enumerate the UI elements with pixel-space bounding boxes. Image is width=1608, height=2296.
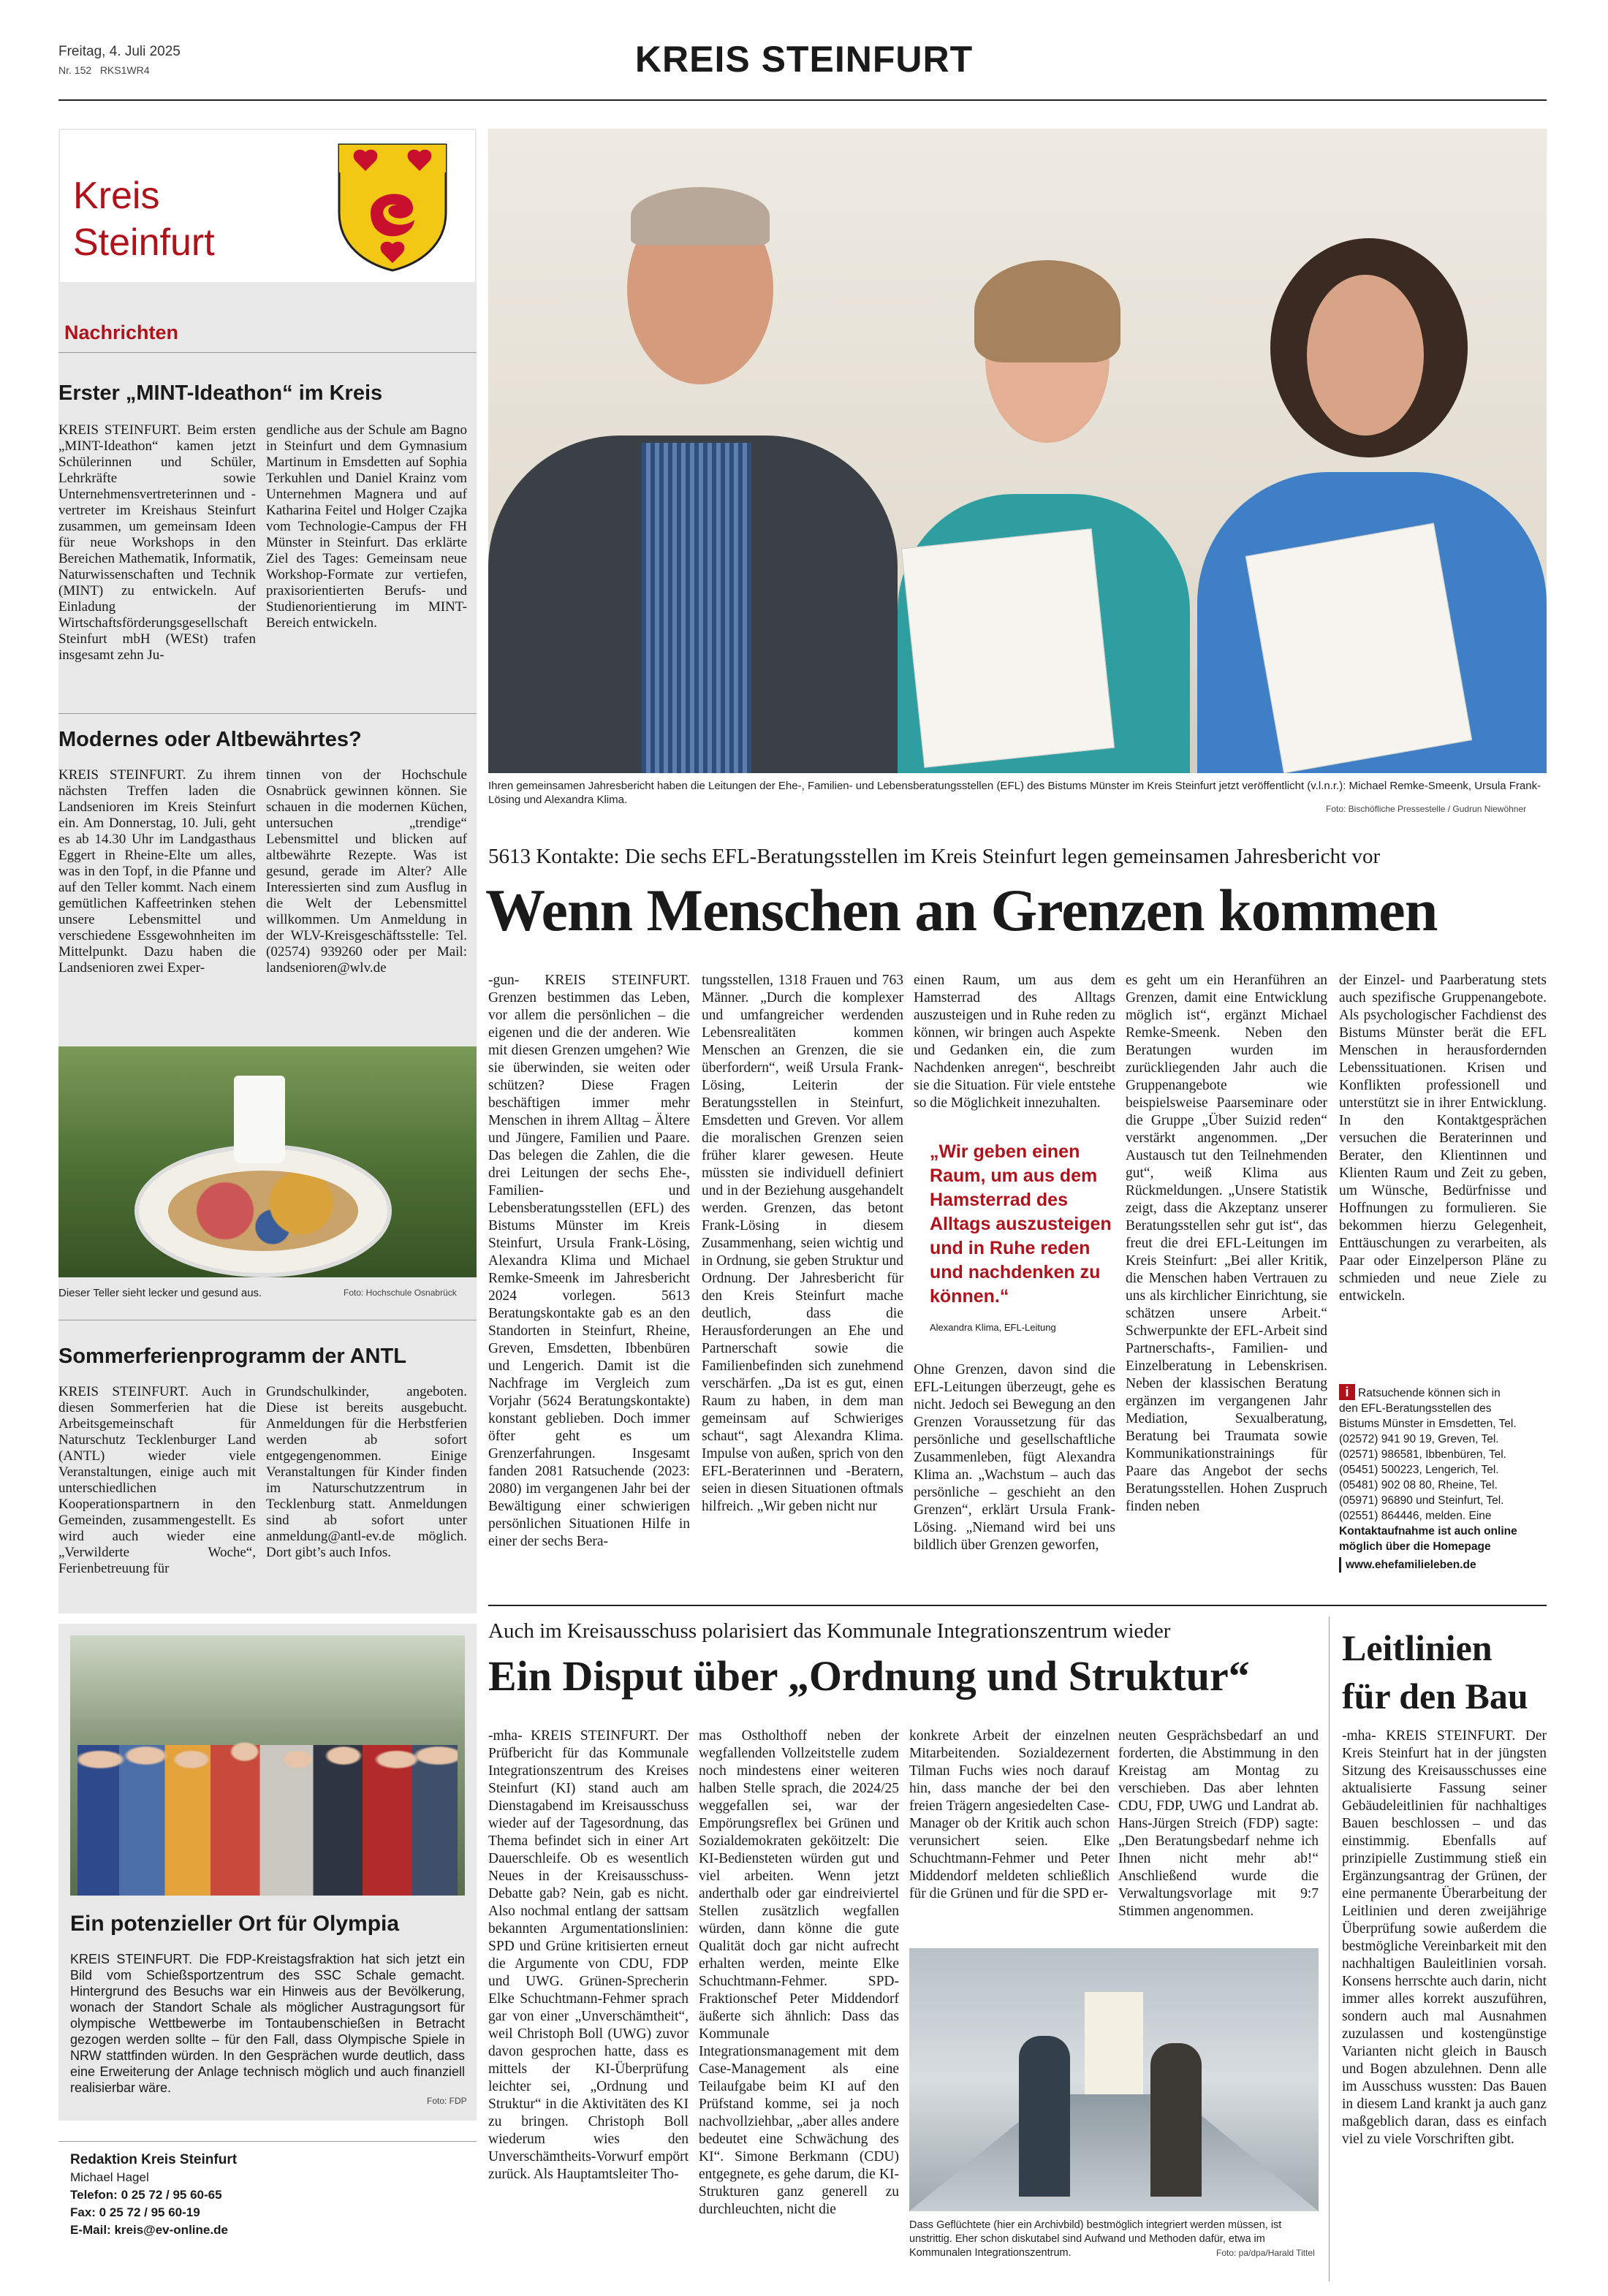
photo-corridor-floor [909, 2094, 1319, 2211]
info-box [1339, 1384, 1547, 1596]
info-line-4: (02571) 986581, Ibbenbüren, Tel. [1339, 1448, 1506, 1461]
column-divider [1329, 1616, 1330, 2281]
main-col5-text: der Einzel- und Paarberatung stets auch spezifische Gruppenangebote. Als psychologischer Fachdienst des Bistums Münster berät die EFL Menschen in herausfordernden Lebenssituationen. Krisen und Konflikten professionell und unterstützt sie in ihrer Entwicklung. In den Kontaktgesprächen versuchen die Beraterinnen und Berater, den Klientinnen und Klienten Raum und Zeit zu geben, um Wünsche, Bedürfnisse und Hoffnungen zu formulieren. Sie bekommen hierzu Gelegenheit, Enttäuschungen zu verarbeiten, als Paar oder Einzelperson Pläne zu schmieden und neue Ziele zu entwickeln. [1339, 973, 1547, 1304]
photo-corridor-light [1085, 1992, 1143, 2094]
imprint [70, 2151, 237, 2239]
sidebar-title-line1: Kreis [73, 175, 160, 217]
issue-code: RKS1WR4 [99, 64, 150, 76]
second-col1-text: -mha- KREIS STEINFURT. Der Prüfbericht für das Kommunale Integrationszentrum des Kreises Steinfurt (KI) stand auch am Dienstagabend im Kreisausschuss wieder auf der Tagesordnung, das Thema befindet sich in einer Art Dauerschleife. Ob es wesentlich Neues in der Kreisausschuss-Debatte gab? Nein, gab es nicht. Also nochmal entlang der sattsam bekannten Argumentationslinien: SPD und Grüne kritisierten erneut die Argumente von CDU, FDP und UWG. Grünen-Sprecherin Elke Schuchtmann-Fehmer sprach gar von einer „Unverschämtheit“, weil Christoph Boll (UWG) zuvor davon gesprochen hatte, dass es mittels der KI-Überprüfung leichter sei, „Ordnung und Struktur“ in die Aktivitäten des KI zu bringen. Christoph Boll wiederum wies den Unverschämtheits-Vorwurf empört zurück. Als Hauptamtsleiter Tho- [488, 1728, 689, 2182]
item2-col1-text: KREIS STEINFURT. Zu ihrem nächsten Treffen laden die Landsenioren im Kreis Steinfurt ein. Am Donnerstag, 10. Juli, geht es ab 14.30 Uhr im Landgasthaus Eggert in Rheine-Elte um alles, was in den Topf, in die Pfanne und auf den Teller kommt. Nach einem gemütlichen Kaffeetrinken stehen unsere Lebensmittel und verschiedene Essgewohnheiten im Mittelpunkt. Dazu haben die Landsenioren zwei Exper- [58, 767, 256, 976]
second-col1 [488, 1727, 689, 2183]
main-col3a-text: einen Raum, um aus dem Hamsterrad des Alltags auszusteigen und in Ruhe reden zu können, wir bringen auch Aspekte und Gedanken ein, die zum Nachdenken anregen“, beschreibt sie die Situation. Für viele entstehe so die Möglichkeit innezuhalten. [914, 973, 1115, 1111]
info-line-10: möglich über die Homepage [1339, 1540, 1491, 1553]
item2-headline: Modernes oder Altbewährtes? [58, 728, 362, 751]
item4-text: KREIS STEINFURT. Die FDP-Kreistagsfraktion hat sich jetzt ein Bild vom Schießsportzentrum des SSC Schale gemacht. Hintergrund des Besuchs war ein Hinweis aus der Bevölkerung, wonach der Standort Schale als möglicher Austragungsort für olympische Wettbewerbe im Tontaubenschießen in Betracht gezogen werden sollte – für den Fall, dass Olympische Spiele in NRW stattfinden würden. In den Gesprächen wurde deutlich, dass eine Erweiterung der Anlage technisch möglich und auch finanziell realisierbar wäre. [70, 1952, 465, 2095]
item1-col1 [58, 422, 256, 664]
corridor-photo [909, 1948, 1319, 2211]
info-line-1: den EFL-Beratungsstellen des [1339, 1402, 1492, 1415]
second-col2 [699, 1727, 899, 2219]
main-photo-caption: Ihren gemeinsamen Jahresbericht haben die Leitungen der Ehe-, Familien- und Lebensberatungsstellen (EFL) des Bistums Münster im Kreis Steinfurt jetzt veröffentlicht (v.l.n.r.): Michael Remke-Smeenk, Ursula Frank-Lösing und Alexandra Klima. [488, 780, 1541, 806]
main-photo-credit: Foto: Bischöfliche Pressestelle / Gudrun Niewöhner [1326, 804, 1527, 814]
main-headline: Wenn Menschen an Grenzen kommen [485, 877, 1438, 943]
info-line-6: (05481) 902 08 80, Rheine, Tel. [1339, 1479, 1498, 1491]
food-plate-photo [58, 1046, 477, 1277]
second-photo-caption: Dass Geflüchtete (hier ein Archivbild) bestmöglich integriert werden müssen, ist unstrittig. Eher schon diskutabel sind Aufwand und Methoden dafür, etwa im Kommunalen Integrationszentrum. [909, 2219, 1282, 2259]
main-col2-text: tungsstellen, 1318 Frauen und 763 Männer. „Durch die komplexer und umfangreicher werdenden Lebensrealitäten kommen Menschen an Grenzen, die sie überfordern“, weiß Ursula Frank-Lösing, Leiterin der Beratungsstellen in Steinfurt, Emsdetten und Greven. Vor allem die moralischen Grenzen seien früher klarer gewesen. Heute müssten sie individuell definiert und in der Beziehung ausgehandelt werden. Grenzen, das betont Frank-Lösing in diesem Zusammenhang, seien wichtig und in Ordnung, sie geben Struktur und Ordnung. Der Jahresbericht für den Kreis Steinfurt mache deutlich, dass die Herausforderungen an Ehe und Partnerschaft sowie die Familienbefinden sich zunehmend verschärfen. „Da ist es gut, einen Raum zu haben, in dem man gemeinsam auf Schwieriges schaut“, sagt Alexandra Klima. Impulse von außen, sprich von den EFL-Beraterinnen und -Beratern, seien in diesen Situationen oftmals hilfreich. „Wir geben nicht nur [702, 973, 903, 1514]
main-col4 [1126, 972, 1327, 1516]
second-kicker: Auch im Kreisausschuss polarisiert das Kommunale Integrationszentrum wieder [488, 1619, 1171, 1643]
info-line-5: (05451) 500223, Lengerich, Tel. [1339, 1464, 1499, 1476]
sidebar-title [73, 172, 215, 266]
news-label-rule [58, 352, 477, 353]
item1-headline: Erster „MINT-Ideathon“ im Kreis [58, 381, 383, 405]
item1-col2-text: gendliche aus der Schule am Bagno in Steinfurt und dem Gymnasium Martinum in Emsdetten auf Sophia Terkuhlen und Daniel Krainz vom Unternehmen Magnera und auf Katharina Feitel und Holger Czajka vom Technologie-Campus der FH Münster in Steinfurt. Das erklärte Ziel des Tages: Gemeinsam neue Workshop-Formate zur vertiefen, praxisorientierten Berufs- und Studienorientierung im MINT-Bereich entwickeln. [266, 422, 467, 631]
item2-col2 [266, 767, 467, 976]
imprint-fax: Fax: 0 25 72 / 95 60-19 [70, 2205, 200, 2219]
item3-col1-text: KREIS STEINFURT. Auch in diesen Sommerferien hat die Arbeitsgemeinschaft für Naturschutz Tecklenburger Land (ANTL) wieder viele Veranstaltungen, einige auch mit unterschiedlichen Kooperationspartnern in den Gemeinden, zusammengestellt. Es wird auch wieder eine „Verwilderte Woche“, Ferienbetreuung für [58, 1384, 256, 1576]
item1-col1-text: KREIS STEINFURT. Beim ersten „MINT-Ideathon“ kamen jetzt Schülerinnen und Schüler, Lehrkräfte sowie Unternehmensvertreterinnen und -vertreter im Kreishaus Steinfurt zusammen, um gemeinsam Ideen für neue Workshops in den Bereichen Mathematik, Informatik, Naturwissenschaften und Technik (MINT) zu entwickeln. Auf Einladung der Wirtschaftsförderungsgesellschaft Steinfurt mbH (WESt) trafen insgesamt zehn Ju- [58, 422, 256, 663]
photo-man-shirt [642, 443, 751, 773]
news-label: Nachrichten [64, 322, 179, 343]
info-line-9: Kontaktaufnahme ist auch online [1339, 1525, 1517, 1537]
pull-quote [930, 1140, 1115, 1337]
photo-man-hair [631, 187, 770, 246]
item1-rule [58, 713, 477, 714]
photo-glass [234, 1076, 285, 1163]
main-col1-text: -gun- KREIS STEINFURT. Grenzen bestimmen das Leben, vor allem die persönlichen – die eigenen und die der anderen. Wie mit diesen Grenzen umgehen? Wie sie überwinden, sie weiten oder schützen? Diese Fragen beschäftigen immer mehr Menschen in ihrem Alltag – Ältere und Jüngere, Familien und Paare. Das belegen die Zahlen, die die drei Leitungen der sechs Ehe-, Familien- und Lebensberatungsstellen (EFL) des Bistums Münster im Kreis Steinfurt, Ursula Frank-Lösing, Alexandra Klima und Michael Remke-Smeenk im Jahresbericht 2024 vorlegen. 5613 Beratungskontakte gab es an den Standorten in Steinfurt, Rheine, Greven, Emsdetten, Ibbenbüren und Lengerich. Damit ist die Nachfrage im Vergleich zum Vorjahr (5624 Beratungskontakte) konstant geblieben. Doch immer öfter geht es um Grenzerfahrungen. Insgesamt fanden 2081 Ratsuchende (2023: 2080) im vergangenen Jahr bei der Bewältigung einer schwierigen persönlichen Situationen Hilfe in einer der sechs Bera- [488, 973, 690, 1549]
photo-report-1 [901, 528, 1115, 768]
info-line-7: (05971) 96890 und Steinfurt, Tel. [1339, 1494, 1504, 1507]
item3-col2-text: Grundschulkinder, angeboten. Diese ist bereits ausgebucht. Anmeldungen für die Herbstferien werden ab sofort entgegengenommen. Einige Veranstaltungen für Kinder finden im Naturschutzzentrum in Tecklenburg statt. Anmeldungen sind ab sofort unter anmeldung@antl-ev.de möglich. Dort gibt’s auch Infos. [266, 1384, 467, 1560]
photo-woman1-hair [974, 260, 1120, 362]
item4-headline: Ein potenzieller Ort für Olympia [70, 1912, 400, 1936]
info-line-0-text: Ratsuchende können sich in [1358, 1387, 1501, 1399]
main-col1 [488, 972, 690, 1551]
info-icon: i [1339, 1384, 1355, 1400]
header-rule [58, 99, 1547, 101]
main-col3 [914, 972, 1115, 1554]
main-col3b-text: Ohne Grenzen, davon sind die EFL-Leitungen überzeugt, gehe es nicht. Jedoch sei Bewegung an den Grenzen Voraussetzung für das persönliche und gesellschaftliche Zusammenleben, fügt Alexandra Klima an. „Wachstum – auch das persönliche – geschieht an den Grenzen“, erklärt Ursula Frank-Lösing. „Niemand wird bei uns bildlich über Grenzen geworfen, [914, 1362, 1115, 1553]
second-col3 [909, 1727, 1110, 1903]
second-col4 [1118, 1727, 1319, 1920]
info-line-2: Bistums Münster in Emsdetten, Tel. [1339, 1418, 1517, 1430]
item1-col2 [266, 422, 467, 631]
item2-photo-credit: Foto: Hochschule Osnabrück [344, 1288, 457, 1298]
imprint-title: Redaktion Kreis Steinfurt [70, 2152, 238, 2167]
second-photo-credit: Foto: pa/dpa/Harald Tittel [1216, 2248, 1315, 2258]
photo-person-2 [1150, 2043, 1202, 2197]
main-article-rule [488, 1605, 1547, 1606]
third-headline [1342, 1624, 1547, 1720]
photo-food [168, 1171, 358, 1251]
item4-photo-credit: Foto: FDP [427, 2096, 467, 2106]
header-date: Freitag, 4. Juli 2025 [58, 44, 181, 59]
item3-col1 [58, 1384, 256, 1577]
issue-number: Nr. 152 [58, 64, 92, 76]
info-lines [1339, 1384, 1547, 1573]
pull-quote-attribution: Alexandra Klima, EFL-Leitung [930, 1322, 1056, 1333]
photo-person-1 [1019, 2036, 1070, 2197]
pull-quote-text: „Wir geben einen Raum, um aus dem Hamsterrad des Alltags auszusteigen und in Ruhe reden und nachdenken zu können.“ [930, 1141, 1112, 1307]
photo-people [77, 1701, 458, 1896]
item3-col2 [266, 1384, 467, 1561]
imprint-name: Michael Hagel [70, 2170, 149, 2184]
imprint-email: E-Mail: kreis@ev-online.de [70, 2223, 228, 2237]
third-text: -mha- KREIS STEINFURT. Der Kreis Steinfurt hat in der jüngsten Sitzung des Kreisausschusses eine aktualisierte Fassung seiner Gebäudeleitlinien für nachhaltiges Bauen beschlossen – und das einstimmig. Ebenfalls auf prinzipielle Zustimmung stieß ein Ergänzungsantrag der Grünen, der eine permanente Überarbeitung der Leitlinien und deren zweijährige Überprüfung sowie außerdem die bestmögliche Vereinbarkeit mit den nachhaltigen Bauleitlinien vorsah. Konsens herrschte auch darin, nicht immer alles korrekt auszuführen, sondern auch mal Ausnahmen zuzulassen und kostengünstige Varianten nicht gleich in Bausch und Bogen abzulehnen. Denn alle im Ausschuss wussten: Das Bauen in diesem Land krankt ja auch ganz maßgeblich daran, dass es einfach viel zu viele Vorschriften gibt. [1342, 1728, 1547, 2147]
main-kicker: 5613 Kontakte: Die sechs EFL-Beratungsstellen im Kreis Steinfurt legen gemeinsamen Jahresbericht vor [488, 845, 1381, 868]
info-line-0 [1339, 1384, 1547, 1401]
main-col4-text: es geht um ein Heranführen an Grenzen, damit eine Entwicklung möglich ist“, ergänzt Michael Remke-Smeenk. Neben den Beratungen wurden im zurückliegenden Jahr auch die Gruppenangebote wie beispielsweise Paarseminare oder die Gruppe „Über Suizid reden“ verstärkt angenommen. „Der Austausch tut den Teilnehmenden gut“, weiß Klima aus Rückmeldungen. „Unsere Statistik zeigt, dass die Akzeptanz unserer Beratungsstellen sehr gut ist“, das freut die drei EFL-Leitungen im Kreis Steinfurt: „Bei aller Kritik, die Menschen haben Vertrauen zu uns als kirchlicher Einrichtung, sie schätzen unsere Arbeit.“ Schwerpunkte der EFL-Arbeit sind Partnerschafts-, Familien- und Einzelberatung in Lebenskrisen. Neben der klassischen Beratung ergänzen im vergangenen Jahr Mediation, Sexualberatung, Beratung bei Traumata sowie Kommunikationstrainings für Paare das Angebot der sechs Beratungsstellen. Hohen Zuspruch finden neben [1126, 973, 1327, 1514]
section-title: KREIS STEINFURT [634, 39, 974, 80]
item2-col1 [58, 767, 256, 976]
sidebar-title-line2: Steinfurt [73, 221, 215, 264]
item4-text-col [70, 1951, 465, 2096]
info-line-3: (02572) 941 90 19, Greven, Tel. [1339, 1433, 1499, 1445]
second-headline: Ein Disput über „Ordnung und Struktur“ [488, 1652, 1250, 1700]
second-col4-text: neuten Gesprächsbedarf an und forderten, die Abstimmung in den Kreistag am Montag zu verschieben. Das aber lehnten CDU, FDP, UWG und Landrat ab. Hans-Jürgen Streich (FDP) sagte: „Den Beratungsbedarf nehme ich Ihnen nicht mehr ab!“ Anschließend wurde die Verwaltungsvorlage mit 9:7 Stimmen angenommen. [1118, 1728, 1319, 1919]
photo-woman2-face [1307, 275, 1424, 436]
item2-col2-text: tinnen von der Hochschule Osnabrück gewinnen können. Sie schauen in die modernen Küchen, untersuchen „trendige“ Lebensmittel und blicken auf altbewährte Rezepte. Was ist gesund, gerade im Alter? Alle Interessierten sind zum Ausflug in die Welt der Lebensmittel willkommen. Um Anmeldung in der WLV-Kreisgeschäftsstelle: Tel. (02574) 939260 oder per Mail: landsenioren@wlv.de [266, 767, 467, 976]
info-line-8: (02551) 864446, melden. Eine [1339, 1510, 1492, 1522]
imprint-phone: Telefon: 0 25 72 / 95 60-65 [70, 2188, 222, 2202]
main-col5 [1339, 972, 1547, 1305]
coat-of-arms-icon [338, 143, 447, 272]
main-col2 [702, 972, 903, 1516]
third-headline-line2: für den Bau [1342, 1676, 1528, 1717]
imprint-rule [58, 2141, 477, 2142]
item2-photo-caption: Dieser Teller sieht lecker und gesund aus. [58, 1287, 262, 1299]
group-photo-olympia [70, 1635, 465, 1896]
photo-report-2 [1245, 523, 1472, 773]
second-col3-text: konkrete Arbeit der einzelnen Mitarbeitenden. Sozialdezernent Tilman Fuchs wies noch darauf hin, dass manche der bei den freien Trägern angesiedelten Case-Manager ob der Kritik auch schon verunsichert seien. Elke Schuchtmann-Fehmer und Peter Middendorf meldeten schließlich für die Grünen und für die SPD er- [909, 1728, 1110, 1901]
info-url[interactable]: www.ehefamilieleben.de [1339, 1557, 1547, 1573]
item3-headline: Sommerferienprogramm der ANTL [58, 1345, 406, 1368]
third-headline-line1: Leitlinien [1342, 1627, 1493, 1668]
second-col2-text: mas Ostholthoff neben der wegfallenden Vollzeitstelle zudem noch mindestens einer weiteren halben Stelle sprach, die 2024/25 weggefallen sei, war der Empörungsreflex bei Grünen und Sozialdemokraten geköitzelt: Die KI-Bediensteten würden gut und viel arbeiten. Wenn jetzt anderthalb oder gar eindreiviertel Stellen zusätzlich wegfallen würden, dann könne die gute Qualität doch gar nicht aufrecht erhalten werden, meinte Elke Schuchtmann-Fehmer. SPD-Fraktionschef Peter Middendorf äußerte sich ähnlich: Dass das Kommunale Integrationsmanagement mit dem Case-Management als eine Teilaufgabe beim KI auf den Prüfstand komme, sei ja noch nachvollziehbar, „aber alles andere bedeutet eine Schwächung des KI“. Simone Berkmann (CDU) entgegnete, es gehe darum, die KI-Strukturen ganz generell zu durchleuchten, nicht die [699, 1728, 899, 2217]
main-photo [488, 129, 1547, 773]
third-col [1342, 1727, 1547, 2148]
